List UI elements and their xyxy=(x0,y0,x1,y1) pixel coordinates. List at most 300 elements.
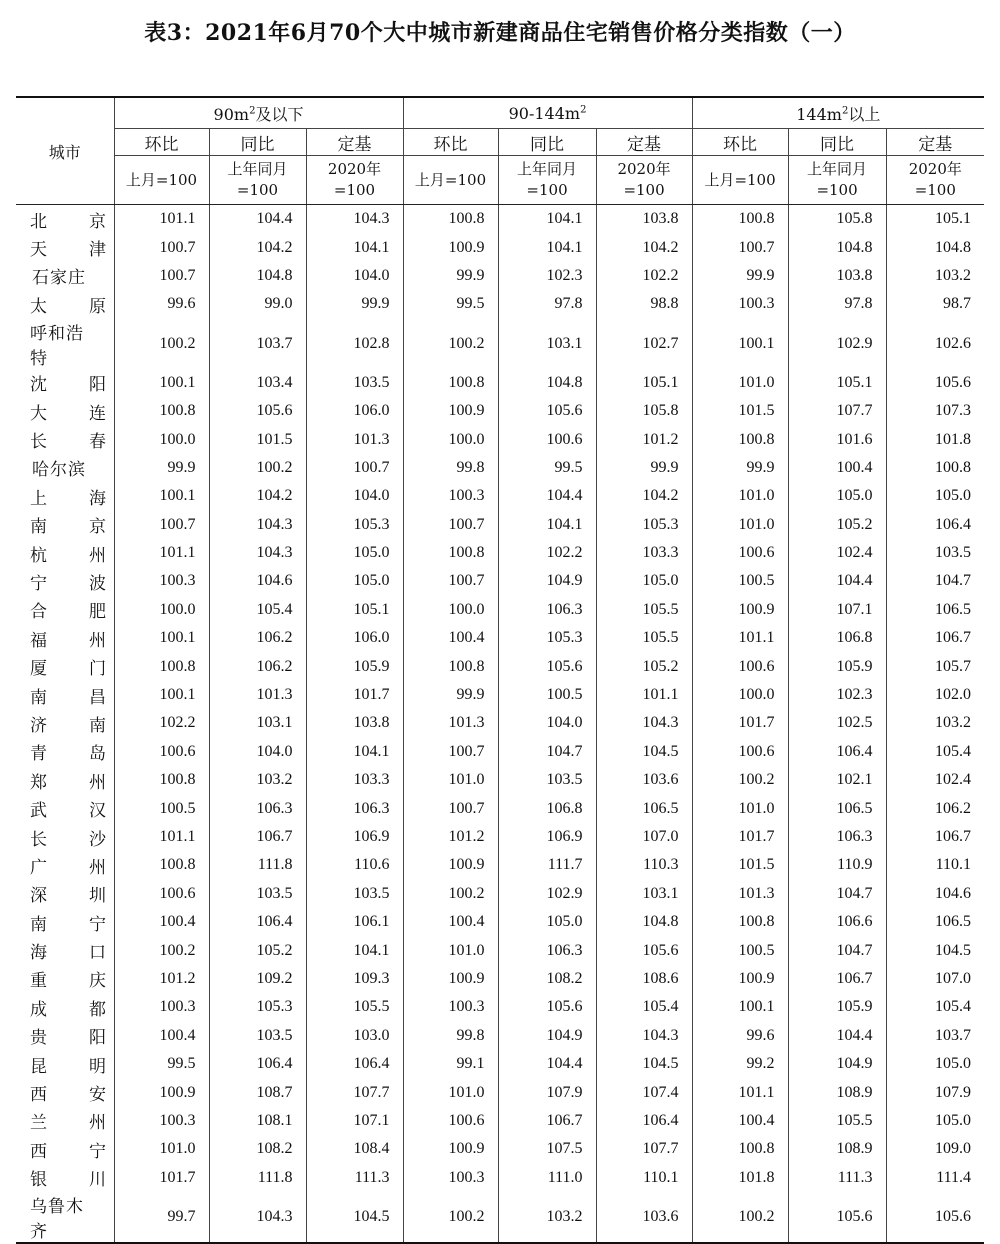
index-value-cell: 100.0 xyxy=(403,596,498,624)
index-value-cell: 111.8 xyxy=(209,1164,306,1192)
index-value-cell: 102.1 xyxy=(788,766,886,794)
index-value-cell: 100.8 xyxy=(403,652,498,680)
index-value-cell: 99.9 xyxy=(306,290,403,318)
city-char: 州 xyxy=(89,1113,106,1134)
index-value-cell: 99.6 xyxy=(692,1022,788,1050)
city-char: 厦 xyxy=(30,659,47,680)
city-char: 南 xyxy=(89,715,106,736)
index-value-cell: 99.9 xyxy=(114,454,209,482)
index-value-cell: 101.7 xyxy=(114,1164,209,1192)
index-value-cell: 108.9 xyxy=(788,1135,886,1163)
city-char: 兰 xyxy=(30,1113,47,1134)
index-value-cell: 103.5 xyxy=(498,766,596,794)
city-name-spaced xyxy=(30,1023,106,1048)
index-value-cell: 105.9 xyxy=(788,993,886,1021)
city-char: 深 xyxy=(30,886,47,907)
city-name-cell xyxy=(16,738,114,766)
city-name: 石家庄 xyxy=(32,268,86,289)
index-value-cell: 106.4 xyxy=(886,511,984,539)
city-name-spaced xyxy=(30,796,106,821)
index-value-cell: 100.1 xyxy=(114,681,209,709)
index-basis-header xyxy=(498,156,596,205)
city-name-spaced xyxy=(30,739,106,764)
area-group-superscript: 2 xyxy=(841,105,849,117)
index-value-cell: 105.3 xyxy=(209,993,306,1021)
index-value-cell: 99.9 xyxy=(403,681,498,709)
basis-line-2: =100 xyxy=(526,181,568,199)
table-row xyxy=(16,681,984,709)
city-char: 北 xyxy=(30,211,47,232)
index-value-cell: 100.4 xyxy=(114,1022,209,1050)
city-name-cell xyxy=(16,794,114,822)
index-value-cell: 105.2 xyxy=(788,511,886,539)
city-char: 成 xyxy=(30,999,47,1020)
index-value-cell: 108.6 xyxy=(596,965,692,993)
city-name-cell xyxy=(16,681,114,709)
table-row xyxy=(16,511,984,539)
index-value-cell: 104.3 xyxy=(596,709,692,737)
index-value-cell: 104.1 xyxy=(306,233,403,261)
city-name-spaced xyxy=(30,1080,106,1105)
city-name-cell xyxy=(16,1107,114,1135)
index-type-header: 定基 xyxy=(306,129,403,156)
index-value-cell: 100.3 xyxy=(692,290,788,318)
index-value-cell: 107.4 xyxy=(596,1078,692,1106)
index-value-cell: 101.8 xyxy=(886,425,984,453)
index-value-cell: 105.4 xyxy=(886,993,984,1021)
index-value-cell: 101.5 xyxy=(692,851,788,879)
city-char: 岛 xyxy=(89,744,106,765)
index-value-cell: 107.1 xyxy=(788,596,886,624)
city-char: 西 xyxy=(30,1085,47,1106)
index-value-cell: 101.1 xyxy=(692,1078,788,1106)
city-char: 青 xyxy=(30,744,47,765)
index-value-cell: 104.1 xyxy=(306,738,403,766)
index-value-cell: 100.7 xyxy=(403,567,498,595)
table-row xyxy=(16,1192,984,1243)
index-value-cell: 104.2 xyxy=(209,233,306,261)
index-value-cell: 111.3 xyxy=(306,1164,403,1192)
index-value-cell: 104.8 xyxy=(596,908,692,936)
price-index-table-container xyxy=(16,96,984,1244)
city-name-cell xyxy=(16,262,114,290)
city-name-cell xyxy=(16,908,114,936)
index-value-cell: 103.5 xyxy=(886,539,984,567)
city-char: 州 xyxy=(89,545,106,566)
index-value-cell: 105.8 xyxy=(788,205,886,234)
city-name-spaced xyxy=(30,235,106,260)
index-value-cell: 104.3 xyxy=(209,539,306,567)
city-char: 福 xyxy=(30,630,47,651)
index-value-cell: 100.8 xyxy=(403,369,498,397)
table-row xyxy=(16,652,984,680)
index-value-cell: 101.0 xyxy=(114,1135,209,1163)
index-value-cell: 103.8 xyxy=(596,205,692,234)
index-value-cell: 100.6 xyxy=(498,425,596,453)
index-value-cell: 100.5 xyxy=(114,794,209,822)
index-value-cell: 97.8 xyxy=(498,290,596,318)
index-value-cell: 103.1 xyxy=(498,319,596,369)
city-name-cell xyxy=(16,511,114,539)
table-row xyxy=(16,738,984,766)
index-value-cell: 105.1 xyxy=(788,369,886,397)
area-group-suffix: 以上 xyxy=(848,104,881,124)
table-row xyxy=(16,936,984,964)
index-value-cell: 110.1 xyxy=(596,1164,692,1192)
city-name-cell xyxy=(16,1022,114,1050)
index-value-cell: 100.9 xyxy=(692,965,788,993)
area-group-label: 90m xyxy=(213,104,250,124)
index-value-cell: 101.8 xyxy=(692,1164,788,1192)
index-value-cell: 101.0 xyxy=(403,766,498,794)
index-value-cell: 100.1 xyxy=(692,993,788,1021)
table-body xyxy=(16,205,984,1243)
index-value-cell: 100.8 xyxy=(114,397,209,425)
city-char: 阳 xyxy=(89,1028,106,1049)
city-name-spaced xyxy=(30,768,106,793)
index-value-cell: 103.7 xyxy=(209,319,306,369)
city-column-header: 城市 xyxy=(16,97,114,205)
index-value-cell: 106.4 xyxy=(209,1050,306,1078)
city-char: 庆 xyxy=(89,971,106,992)
price-index-table xyxy=(16,96,984,1244)
index-value-cell: 106.7 xyxy=(498,1107,596,1135)
table-row xyxy=(16,624,984,652)
city-name-spaced xyxy=(30,654,106,679)
index-value-cell: 111.8 xyxy=(209,851,306,879)
table-row xyxy=(16,369,984,397)
city-char: 宁 xyxy=(89,1141,106,1162)
city-name-spaced xyxy=(30,1165,106,1190)
index-value-cell: 101.5 xyxy=(209,425,306,453)
index-value-cell: 104.5 xyxy=(886,936,984,964)
index-value-cell: 105.8 xyxy=(596,397,692,425)
header-row-groups xyxy=(16,97,984,129)
index-basis-header xyxy=(692,156,788,205)
table-row xyxy=(16,766,984,794)
city-char: 原 xyxy=(89,296,106,317)
index-value-cell: 104.8 xyxy=(498,369,596,397)
index-value-cell: 100.3 xyxy=(403,1164,498,1192)
index-value-cell: 104.6 xyxy=(886,880,984,908)
area-group-label: 144m xyxy=(796,104,842,124)
index-value-cell: 100.9 xyxy=(403,397,498,425)
city-char: 广 xyxy=(30,857,47,878)
index-value-cell: 103.5 xyxy=(209,1022,306,1050)
area-group-header xyxy=(692,97,984,129)
index-value-cell: 106.4 xyxy=(209,908,306,936)
index-value-cell: 105.6 xyxy=(788,1192,886,1243)
index-basis-header xyxy=(596,156,692,205)
city-name-cell xyxy=(16,482,114,510)
index-value-cell: 100.7 xyxy=(403,738,498,766)
index-value-cell: 104.3 xyxy=(306,205,403,234)
index-value-cell: 99.0 xyxy=(209,290,306,318)
index-value-cell: 107.3 xyxy=(886,397,984,425)
index-value-cell: 104.3 xyxy=(209,511,306,539)
index-value-cell: 105.5 xyxy=(596,596,692,624)
table-row xyxy=(16,1107,984,1135)
index-value-cell: 109.0 xyxy=(886,1135,984,1163)
city-name-cell xyxy=(16,205,114,234)
index-value-cell: 103.8 xyxy=(788,262,886,290)
index-value-cell: 100.6 xyxy=(692,738,788,766)
index-value-cell: 101.1 xyxy=(114,205,209,234)
index-value-cell: 102.4 xyxy=(886,766,984,794)
index-value-cell: 100.8 xyxy=(692,425,788,453)
header-row-basis xyxy=(16,156,984,205)
city-char: 口 xyxy=(89,943,106,964)
index-value-cell: 100.4 xyxy=(788,454,886,482)
index-value-cell: 104.1 xyxy=(498,511,596,539)
index-type-header: 环比 xyxy=(114,129,209,156)
index-value-cell: 101.7 xyxy=(306,681,403,709)
basis-line-2: =100 xyxy=(816,181,858,199)
city-char: 川 xyxy=(89,1170,106,1191)
index-value-cell: 100.8 xyxy=(692,205,788,234)
index-value-cell: 105.4 xyxy=(596,993,692,1021)
index-value-cell: 104.1 xyxy=(498,233,596,261)
index-value-cell: 100.3 xyxy=(403,482,498,510)
index-value-cell: 105.0 xyxy=(596,567,692,595)
city-char: 天 xyxy=(30,240,47,261)
city-name-cell xyxy=(16,425,114,453)
index-value-cell: 105.0 xyxy=(886,1107,984,1135)
basis-line-2: =100 xyxy=(623,181,665,199)
city-name-cell xyxy=(16,454,114,482)
index-value-cell: 99.6 xyxy=(114,290,209,318)
index-value-cell: 104.7 xyxy=(788,880,886,908)
index-value-cell: 111.0 xyxy=(498,1164,596,1192)
city-char: 郑 xyxy=(30,772,47,793)
table-row xyxy=(16,233,984,261)
header-row-types xyxy=(16,129,984,156)
index-value-cell: 100.5 xyxy=(498,681,596,709)
index-value-cell: 101.5 xyxy=(692,397,788,425)
index-value-cell: 98.8 xyxy=(596,290,692,318)
index-value-cell: 102.0 xyxy=(886,681,984,709)
table-row xyxy=(16,1022,984,1050)
index-value-cell: 100.7 xyxy=(306,454,403,482)
index-value-cell: 107.7 xyxy=(306,1078,403,1106)
index-value-cell: 103.7 xyxy=(886,1022,984,1050)
index-value-cell: 105.7 xyxy=(886,652,984,680)
index-value-cell: 103.3 xyxy=(596,539,692,567)
city-name-cell xyxy=(16,1050,114,1078)
index-type-header: 环比 xyxy=(403,129,498,156)
index-value-cell: 99.5 xyxy=(498,454,596,482)
index-value-cell: 100.4 xyxy=(403,908,498,936)
index-value-cell: 99.8 xyxy=(403,1022,498,1050)
city-char: 长 xyxy=(30,829,47,850)
index-value-cell: 102.2 xyxy=(114,709,209,737)
city-name: 哈尔滨 xyxy=(32,460,86,481)
index-value-cell: 101.2 xyxy=(596,425,692,453)
city-name: 乌鲁木齐 xyxy=(30,1196,84,1242)
city-char: 沙 xyxy=(89,829,106,850)
index-value-cell: 100.3 xyxy=(114,993,209,1021)
index-value-cell: 105.5 xyxy=(596,624,692,652)
index-value-cell: 100.8 xyxy=(403,539,498,567)
index-type-header: 定基 xyxy=(886,129,984,156)
index-basis-header xyxy=(788,156,886,205)
index-value-cell: 105.3 xyxy=(306,511,403,539)
index-value-cell: 102.7 xyxy=(596,319,692,369)
index-value-cell: 111.7 xyxy=(498,851,596,879)
index-value-cell: 97.8 xyxy=(788,290,886,318)
index-value-cell: 104.9 xyxy=(498,1022,596,1050)
city-name-spaced xyxy=(30,995,106,1020)
index-value-cell: 101.3 xyxy=(403,709,498,737)
basis-line-1: 上年同月 xyxy=(517,160,578,178)
table-row xyxy=(16,908,984,936)
city-name-spaced xyxy=(30,597,106,622)
index-value-cell: 109.3 xyxy=(306,965,403,993)
city-char: 肥 xyxy=(89,602,106,623)
index-value-cell: 100.8 xyxy=(114,851,209,879)
index-value-cell: 100.0 xyxy=(114,425,209,453)
city-char: 海 xyxy=(89,488,106,509)
city-name-spaced xyxy=(30,512,106,537)
index-value-cell: 100.3 xyxy=(114,567,209,595)
index-value-cell: 100.4 xyxy=(692,1107,788,1135)
index-value-cell: 103.5 xyxy=(209,880,306,908)
index-value-cell: 102.3 xyxy=(788,681,886,709)
index-value-cell: 106.5 xyxy=(596,794,692,822)
index-value-cell: 105.0 xyxy=(306,539,403,567)
city-name-cell xyxy=(16,567,114,595)
index-value-cell: 102.2 xyxy=(498,539,596,567)
index-value-cell: 104.0 xyxy=(306,482,403,510)
index-type-header: 同比 xyxy=(498,129,596,156)
city-name-cell xyxy=(16,624,114,652)
index-value-cell: 103.2 xyxy=(886,709,984,737)
index-value-cell: 100.6 xyxy=(692,652,788,680)
city-name-spaced xyxy=(30,825,106,850)
index-value-cell: 107.7 xyxy=(596,1135,692,1163)
city-char: 合 xyxy=(30,602,47,623)
index-value-cell: 106.2 xyxy=(209,624,306,652)
table-row xyxy=(16,290,984,318)
city-name-cell xyxy=(16,880,114,908)
index-value-cell: 104.8 xyxy=(886,233,984,261)
index-value-cell: 100.7 xyxy=(403,511,498,539)
city-name-cell xyxy=(16,1164,114,1192)
city-name-cell xyxy=(16,596,114,624)
city-char: 武 xyxy=(30,801,47,822)
index-value-cell: 100.2 xyxy=(209,454,306,482)
index-value-cell: 105.6 xyxy=(886,1192,984,1243)
index-value-cell: 103.5 xyxy=(306,880,403,908)
index-value-cell: 105.4 xyxy=(886,738,984,766)
index-value-cell: 101.7 xyxy=(692,709,788,737)
city-name-cell xyxy=(16,766,114,794)
city-char: 南 xyxy=(30,687,47,708)
index-value-cell: 103.6 xyxy=(596,1192,692,1243)
table-row xyxy=(16,851,984,879)
index-value-cell: 104.2 xyxy=(209,482,306,510)
index-value-cell: 106.5 xyxy=(788,794,886,822)
city-name-spaced xyxy=(30,881,106,906)
index-value-cell: 104.7 xyxy=(788,936,886,964)
index-value-cell: 100.7 xyxy=(403,794,498,822)
index-value-cell: 100.7 xyxy=(114,233,209,261)
city-char: 州 xyxy=(89,630,106,651)
index-value-cell: 99.9 xyxy=(692,262,788,290)
city-name-spaced xyxy=(30,484,106,509)
index-value-cell: 105.5 xyxy=(788,1107,886,1135)
index-value-cell: 104.4 xyxy=(209,205,306,234)
city-char: 太 xyxy=(30,296,47,317)
index-value-cell: 104.1 xyxy=(498,205,596,234)
index-value-cell: 100.9 xyxy=(114,1078,209,1106)
table-row xyxy=(16,319,984,369)
index-value-cell: 101.1 xyxy=(114,539,209,567)
index-value-cell: 106.3 xyxy=(209,794,306,822)
index-value-cell: 106.4 xyxy=(596,1107,692,1135)
city-name-cell xyxy=(16,965,114,993)
city-name-spaced xyxy=(30,292,106,317)
index-value-cell: 102.3 xyxy=(498,262,596,290)
index-value-cell: 104.2 xyxy=(596,233,692,261)
city-name-cell xyxy=(16,319,114,369)
city-char: 重 xyxy=(30,971,47,992)
index-value-cell: 103.5 xyxy=(306,369,403,397)
city-name-spaced xyxy=(30,1137,106,1162)
index-value-cell: 100.0 xyxy=(692,681,788,709)
index-value-cell: 105.1 xyxy=(886,205,984,234)
index-value-cell: 104.3 xyxy=(596,1022,692,1050)
index-value-cell: 101.1 xyxy=(596,681,692,709)
index-value-cell: 102.6 xyxy=(886,319,984,369)
area-group-header xyxy=(403,97,692,129)
index-basis-header xyxy=(403,156,498,205)
table-row xyxy=(16,1135,984,1163)
table-row xyxy=(16,262,984,290)
index-value-cell: 105.0 xyxy=(788,482,886,510)
city-name-spaced xyxy=(30,427,106,452)
index-value-cell: 103.6 xyxy=(596,766,692,794)
index-value-cell: 101.0 xyxy=(692,794,788,822)
index-value-cell: 105.3 xyxy=(596,511,692,539)
city-name-spaced xyxy=(30,966,106,991)
index-type-header: 同比 xyxy=(788,129,886,156)
index-value-cell: 111.4 xyxy=(886,1164,984,1192)
index-value-cell: 106.6 xyxy=(788,908,886,936)
index-value-cell: 99.1 xyxy=(403,1050,498,1078)
city-char: 贵 xyxy=(30,1028,47,1049)
index-value-cell: 99.9 xyxy=(692,454,788,482)
index-value-cell: 101.0 xyxy=(403,1078,498,1106)
city-name-spaced xyxy=(30,541,106,566)
basis-line-2: =100 xyxy=(333,181,376,199)
area-group-header xyxy=(114,97,403,129)
basis-line-2: =100 xyxy=(236,181,279,199)
index-value-cell: 100.6 xyxy=(403,1107,498,1135)
index-value-cell: 101.6 xyxy=(788,425,886,453)
city-char: 南 xyxy=(30,517,47,538)
index-value-cell: 106.7 xyxy=(788,965,886,993)
index-value-cell: 100.1 xyxy=(692,319,788,369)
index-value-cell: 106.0 xyxy=(306,624,403,652)
city-char: 汉 xyxy=(89,801,106,822)
index-value-cell: 100.2 xyxy=(114,936,209,964)
index-value-cell: 101.0 xyxy=(403,936,498,964)
index-value-cell: 101.1 xyxy=(692,624,788,652)
table-row xyxy=(16,1164,984,1192)
index-value-cell: 104.7 xyxy=(498,738,596,766)
index-value-cell: 100.9 xyxy=(403,965,498,993)
